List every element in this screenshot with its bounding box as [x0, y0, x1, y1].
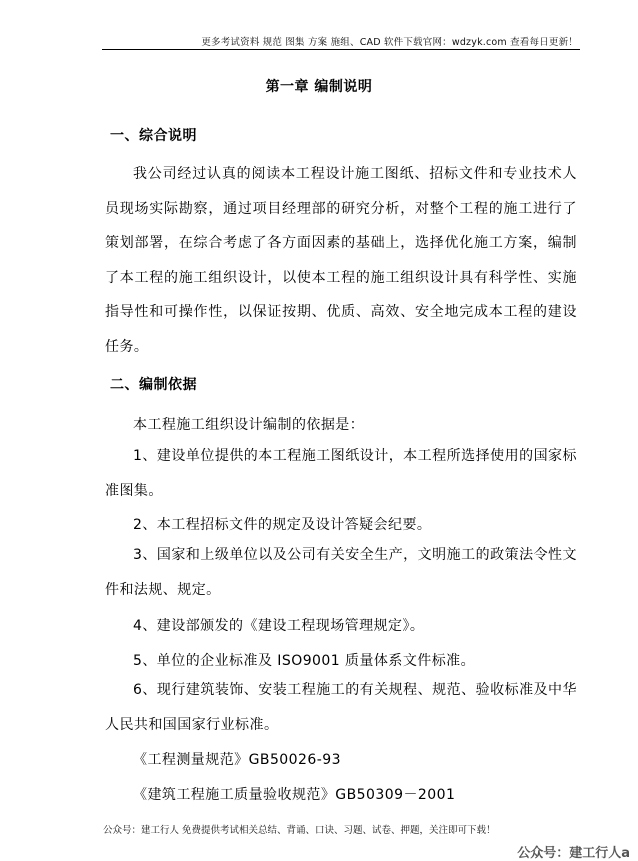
overview-paragraph: 我公司经过认真的阅读本工程设计施工图纸、招标文件和专业技术人员现场实际勘察，通过项目经理部的研究分析，对整个工程的施工进行了策划部署，在综合考虑了各方面因素的基础上，选择优化施工方案，编制了本工程的施工组织设计，以使本工程的施工组织设计具有科学性、实施指导性和可操作性，以保证按期、优质、高效、安全地完成本工程的建设任务。 — [105, 166, 577, 355]
basis-item: 5、单位的企业标准及 ISO9001 质量体系文件标准。 — [133, 653, 476, 669]
watermark-text: 公众号：建工行人a — [517, 846, 630, 861]
basis-item: 6、现行建筑装饰、安装工程施工的有关规程、规范、验收标准及中华人民共和国国家行业标准。 — [105, 682, 577, 733]
chapter-title: 第一章 编制说明 — [265, 79, 373, 95]
basis-item: 2、本工程招标文件的规定及设计答疑会纪要。 — [133, 517, 432, 533]
section-heading-overview: 一、综合说明 — [110, 128, 197, 144]
standard-reference: 《工程测量规范》GB50026-93 — [133, 752, 341, 768]
header-banner: 更多考试资料 规范 图集 方案 施组、CAD 软件下载官网：wdzyk.com 查看每日更新！ — [201, 37, 578, 48]
standard-reference: 《建筑工程施工质量验收规范》GB50309－2001 — [133, 787, 456, 803]
footer-note: 公众号：建工行人 免费提供考试相关总结、背诵、口诀、习题、试卷、押题，关注即可下载！ — [103, 825, 496, 836]
section-heading-basis: 二、编制依据 — [110, 377, 197, 393]
basis-item: 1、建设单位提供的本工程施工图纸设计，本工程所选择使用的国家标准图集。 — [105, 448, 577, 499]
basis-item: 3、国家和上级单位以及公司有关安全生产，文明施工的政策法令性文件和法规、规定。 — [105, 547, 577, 598]
basis-item: 4、建设部颁发的《建设工程现场管理规定》。 — [133, 618, 425, 634]
header-divider — [102, 49, 580, 50]
basis-intro: 本工程施工组织设计编制的依据是： — [133, 417, 365, 433]
